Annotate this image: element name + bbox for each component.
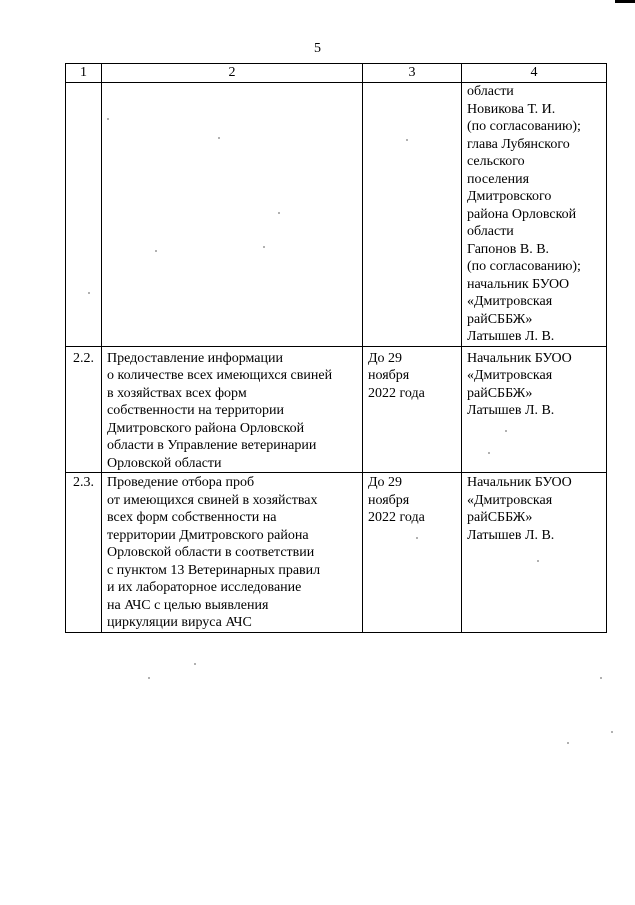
activity-line: Орловской области xyxy=(107,455,222,471)
column-header-1: 1 xyxy=(66,64,102,83)
scan-speck xyxy=(107,118,109,120)
activity-cell xyxy=(102,83,363,347)
responsible-line: области xyxy=(467,224,514,239)
activity-line: Орловской области в соответствии xyxy=(107,545,315,560)
activity-line: всех форм собственности на xyxy=(107,510,277,525)
deadline-line: ноября xyxy=(368,492,410,508)
responsible-line: райСББЖ» xyxy=(467,510,533,525)
scan-speck xyxy=(406,139,408,141)
responsible-line: района Орловской xyxy=(467,206,577,222)
row-number: 2.2. xyxy=(66,346,102,473)
deadline-line: До 29 xyxy=(368,350,403,366)
scan-speck xyxy=(416,537,418,539)
scan-speck xyxy=(155,250,157,252)
deadline-cell xyxy=(363,83,462,347)
activity-line: Предоставление информации xyxy=(107,350,283,366)
row-number xyxy=(66,83,102,347)
deadline-line: 2022 года xyxy=(368,385,425,401)
activity-line: области в Управление ветеринарии xyxy=(107,438,317,453)
scan-speck xyxy=(148,677,150,679)
activity-line: от имеющихся свиней в хозяйствах xyxy=(107,492,318,508)
responsible-line: Латышев Л. В. xyxy=(467,329,555,344)
responsible-line: области xyxy=(467,84,514,99)
scan-speck xyxy=(611,731,613,733)
activity-cell xyxy=(102,346,363,473)
scan-speck xyxy=(194,663,196,665)
responsible-line: поселения xyxy=(467,171,530,187)
column-header-3: 3 xyxy=(363,64,462,83)
column-header-4: 4 xyxy=(462,64,607,83)
activity-cell xyxy=(102,473,363,633)
scan-speck xyxy=(567,742,569,744)
responsible-line: начальник БУОО xyxy=(467,276,570,292)
activity-line: в хозяйствах всех форм xyxy=(107,385,247,401)
scan-speck xyxy=(600,677,602,679)
table-row-2-3 xyxy=(66,473,607,633)
table-row-2-2 xyxy=(66,346,607,473)
responsible-line: «Дмитровская xyxy=(467,294,553,309)
deadline-cell xyxy=(363,473,462,633)
responsible-line: Новикова Т. И. xyxy=(467,101,556,117)
scan-speck xyxy=(537,560,539,562)
page-number: 5 xyxy=(314,41,321,56)
responsible-line: (по согласованию); xyxy=(467,119,581,134)
responsible-line: райСББЖ» xyxy=(467,385,533,401)
responsible-line: Гапонов В. В. xyxy=(467,241,550,257)
responsible-line: Латышев Л. В. xyxy=(467,403,555,418)
deadline-line: До 29 xyxy=(368,475,403,490)
responsible-line: райСББЖ» xyxy=(467,311,533,327)
activity-line: на АЧС с целью выявления xyxy=(107,597,269,613)
responsible-line: «Дмитровская xyxy=(467,368,553,383)
scan-speck xyxy=(88,292,90,294)
deadline-line: 2022 года xyxy=(368,510,425,525)
responsible-line: (по согласованию); xyxy=(467,259,581,274)
row-number: 2.3. xyxy=(66,473,102,633)
deadline-line: ноября xyxy=(368,368,410,383)
responsible-line: «Дмитровская xyxy=(467,492,553,508)
scan-speck xyxy=(488,452,490,454)
responsible-cell xyxy=(462,346,607,473)
responsible-line: Дмитровского xyxy=(467,189,552,204)
column-header-2: 2 xyxy=(102,64,363,83)
scan-speck xyxy=(218,137,220,139)
scan-speck xyxy=(278,212,280,214)
activity-line: с пунктом 13 Ветеринарных правил xyxy=(107,562,321,578)
responsible-line: сельского xyxy=(467,154,525,169)
activity-line: о количестве всех имеющихся свиней xyxy=(107,368,333,383)
scan-speck xyxy=(505,430,507,432)
responsible-line: Начальник БУОО xyxy=(467,350,572,366)
activity-line: Проведение отбора проб xyxy=(107,475,255,490)
responsible-cell xyxy=(462,83,607,347)
measures-table xyxy=(65,63,607,633)
corner-scan-mark xyxy=(615,0,635,3)
activity-line: циркуляции вируса АЧС xyxy=(107,615,252,630)
scan-speck xyxy=(263,246,265,248)
table-header-row xyxy=(66,64,607,83)
responsible-line: глава Лубянского xyxy=(467,136,570,152)
responsible-line: Начальник БУОО xyxy=(467,475,572,490)
activity-line: территории Дмитровского района xyxy=(107,527,309,543)
responsible-cell xyxy=(462,473,607,633)
activity-line: и их лабораторное исследование xyxy=(107,580,302,595)
deadline-cell xyxy=(363,346,462,473)
responsible-line: Латышев Л. В. xyxy=(467,527,555,543)
activity-line: Дмитровского района Орловской xyxy=(107,420,305,436)
table-row-continuation xyxy=(66,83,607,347)
activity-line: собственности на территории xyxy=(107,403,285,418)
